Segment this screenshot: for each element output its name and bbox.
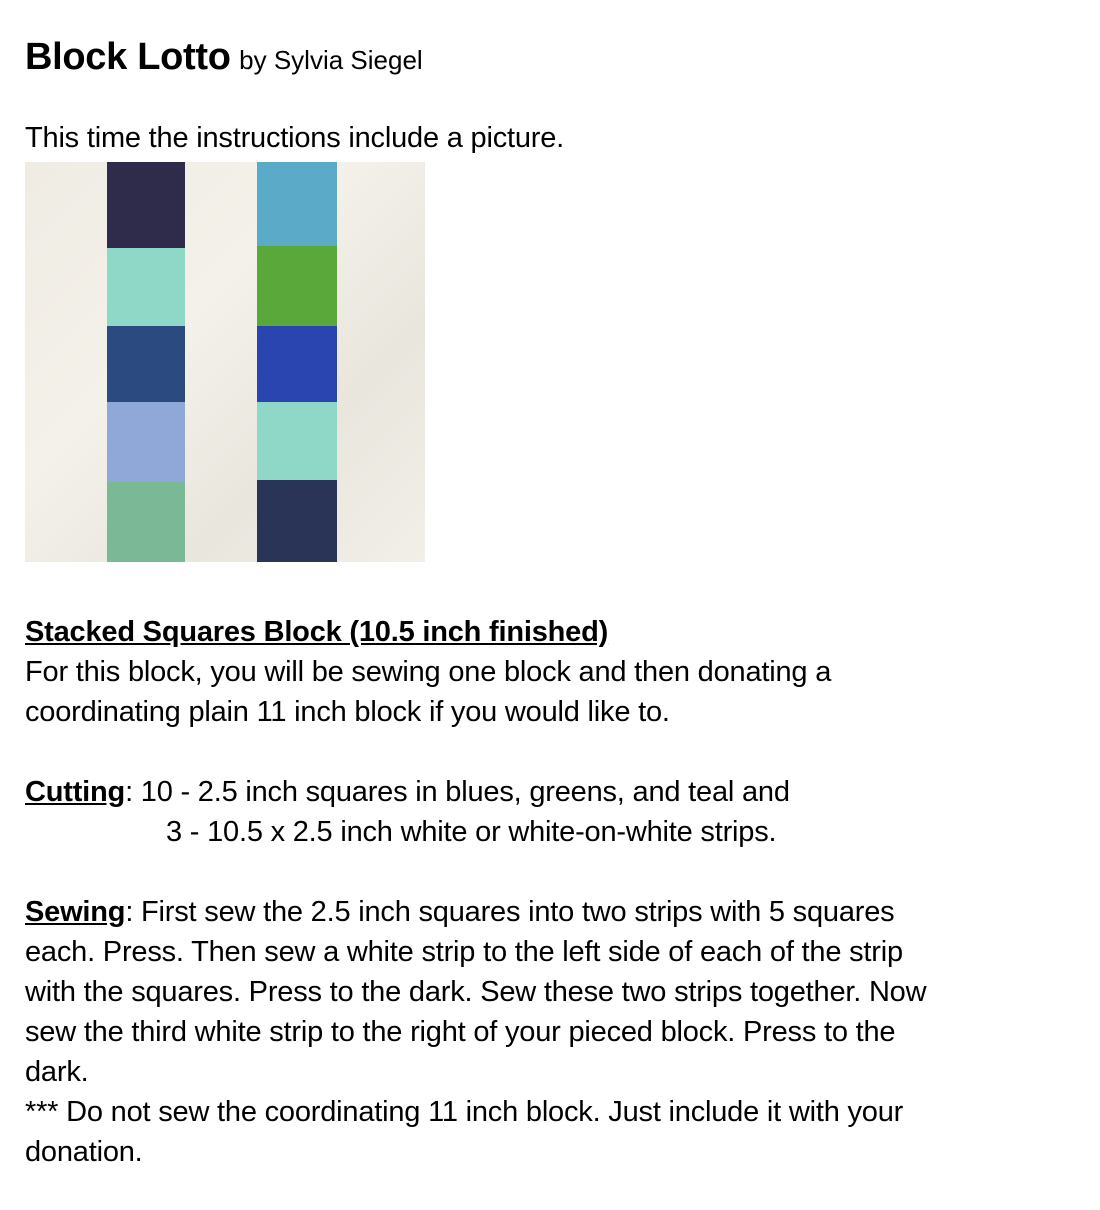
fabric-square-green-leaves — [107, 482, 185, 562]
sewing-line: sew the third white strip to the right of your pieced block. Press to the — [25, 1016, 896, 1048]
fabric-square-royal-blue — [257, 326, 337, 402]
intro-text: This time the instructions include a picture. — [25, 122, 565, 154]
section-heading: Stacked Squares Block (10.5 inch finished) — [25, 616, 609, 648]
sewing-line: dark. — [25, 1056, 89, 1088]
sewing-label: Sewing — [25, 896, 126, 928]
section-line: coordinating plain 11 inch block if you would like to. — [25, 696, 670, 728]
cutting-line-2: 3 - 10.5 x 2.5 inch white or white-on-white strips. — [166, 816, 777, 848]
sewing-line: with the squares. Press to the dark. Sew these two strips together. Now — [25, 976, 927, 1008]
block-section — [25, 612, 831, 732]
cutting-line: : 10 - 2.5 inch squares in blues, greens, and teal and — [125, 776, 790, 808]
sewing-section — [25, 892, 926, 1172]
fabric-square-navy-dots — [107, 326, 185, 402]
fabric-square-aqua — [257, 402, 337, 480]
sewing-note: donation. — [25, 1136, 143, 1168]
cutting-section — [25, 772, 790, 852]
sewing-line: each. Press. Then sew a white strip to the left side of each of the strip — [25, 936, 903, 968]
fabric-square-aqua — [107, 248, 185, 326]
title-line — [25, 36, 423, 79]
cutting-label: Cutting — [25, 776, 126, 808]
fabric-square-navy-fan-print — [257, 480, 337, 562]
sewing-note: *** Do not sew the coordinating 11 inch block. Just include it with your — [25, 1096, 904, 1128]
section-line: For this block, you will be sewing one block and then donating a — [25, 656, 832, 688]
fabric-square-dark-purple-navy — [107, 162, 185, 248]
fabric-square-green-polka-dots — [257, 246, 337, 326]
quilt-block-photo — [25, 162, 425, 562]
page-title: Block Lotto — [25, 36, 231, 78]
fabric-square-light-blue-daisies — [107, 402, 185, 482]
fabric-square-scrappy-blues — [257, 162, 337, 246]
author-byline: by Sylvia Siegel — [239, 45, 423, 75]
left-square-strip — [107, 162, 185, 562]
right-square-strip — [257, 162, 337, 562]
sewing-line: : First sew the 2.5 inch squares into two strips with 5 squares — [125, 896, 895, 928]
